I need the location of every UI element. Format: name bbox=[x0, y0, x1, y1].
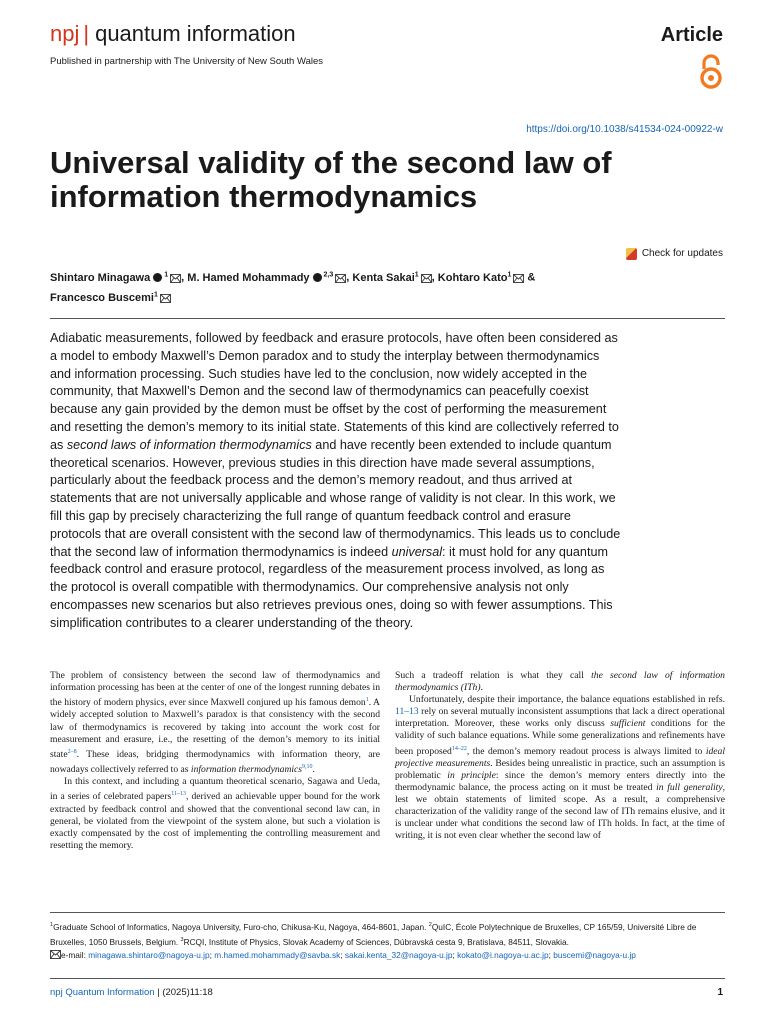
body-paragraph bbox=[50, 776, 380, 852]
author-affiliation: 1 bbox=[507, 271, 512, 278]
orcid-icon[interactable] bbox=[153, 273, 162, 282]
author[interactable] bbox=[352, 272, 431, 284]
body-text: Such a tradeoff relation is what they call bbox=[395, 670, 592, 681]
body-text: . A widely accepted solution to Maxwell’s paradox is that consistency with the second law of thermodynamics is recovered by taking into account the work cost for measurement and erasure, i.e., the resetting of the demon’s memory to its initial state bbox=[50, 697, 380, 760]
author[interactable] bbox=[50, 292, 171, 304]
partnership-note: Published in partnership with The University of New South Wales bbox=[50, 56, 323, 67]
body-column-right bbox=[395, 670, 725, 843]
body-text: , derived an achievable upper bound for the work extracted by feedback control and showed that the conventional second law can, in general, be violated from the viewpoint of the system alone, but such a violation is exactly compensated by the cost of implementing the controlling measurement and resetting the memory. bbox=[50, 791, 381, 851]
envelope-icon[interactable] bbox=[160, 294, 171, 303]
affiliation-number: 3 bbox=[180, 936, 184, 943]
author-name: Shintaro Minagawa bbox=[50, 271, 151, 284]
email-link[interactable]: minagawa.shintaro@nagoya-u.jp bbox=[88, 949, 210, 960]
body-paragraph bbox=[50, 670, 380, 776]
affiliation-text: RCQI, Institute of Physics, Slovak Academy of Sciences, Dúbravská cesta 9, Bratislava, 84511, Slovakia. bbox=[183, 936, 569, 947]
affiliation-number: 2 bbox=[428, 922, 432, 928]
email-link[interactable]: m.hamed.mohammady@savba.sk bbox=[214, 949, 341, 960]
envelope-icon[interactable] bbox=[335, 274, 346, 283]
envelope-icon bbox=[50, 950, 61, 959]
masthead-separator: | bbox=[83, 21, 90, 46]
envelope-icon[interactable] bbox=[513, 274, 524, 283]
affiliation-text: QuIC, École Polytechnique de Bruxelles, CP 165/59, Université Libre de Bruxelles, 1050 Brussels, Belgium. bbox=[50, 921, 697, 947]
author-affiliation: 1 bbox=[164, 271, 169, 278]
author-separator: , bbox=[346, 271, 353, 284]
abstract-text: : it must hold for any quantum feedback control and erasure protocol, regardless of the measurement process involved, as long as the protocol is overall compatible with thermodynamics. Our comprehensive analysis not only encompasses new scenarios but also retrieves previous ones, doing so with fewer assumptions. This simplification contributes to a clearer understanding of the theory. bbox=[50, 544, 613, 630]
email-label: e-mail: bbox=[61, 949, 89, 960]
abstract-emphasis: universal bbox=[391, 544, 443, 559]
author-separator: , bbox=[181, 271, 188, 284]
check-for-updates-button[interactable] bbox=[626, 247, 723, 260]
citation-link[interactable]: 14–22 bbox=[451, 745, 467, 752]
article-type-label: Article bbox=[660, 24, 723, 46]
body-text: , the demon’s memory readout process is always limited to bbox=[466, 745, 706, 757]
author-separator: , bbox=[431, 271, 438, 284]
author-separator: & bbox=[524, 271, 536, 284]
doi-link[interactable]: https://doi.org/10.1038/s41534-024-00922-w bbox=[526, 124, 723, 135]
footer-separator: | bbox=[154, 987, 163, 998]
check-updates-label: Check for updates bbox=[641, 248, 723, 259]
envelope-icon[interactable] bbox=[421, 274, 432, 283]
email-link[interactable]: buscemi@nagoya-u.jp bbox=[553, 949, 636, 960]
footer-divider bbox=[50, 978, 725, 979]
body-text: . bbox=[312, 764, 315, 776]
body-text: In this context, and including a quantum theoretical scenario, Sagawa and Ueda, in a series of celebrated papers bbox=[50, 776, 380, 803]
body-text: . These ideas, bridging thermodynamics with information theory, are nowadays collectively referred to as bbox=[50, 748, 380, 776]
abstract-emphasis: second laws of information thermodynamics bbox=[66, 437, 312, 452]
body-text: conditions for the validity of such balance equations. While some generalizations and refinements have been proposed bbox=[395, 718, 725, 757]
body-emphasis: information thermodynamics bbox=[190, 764, 303, 776]
body-text: , lest we obtain statements of limited scope. As a result, a comprehensive characterization of the validity range of the second law of ITh remains elusive, and it is unclear under what conditions the second law of ITh holds. In fact, at the time of writing, it is not even clear whether the second law of bbox=[395, 782, 725, 842]
email-link[interactable]: sakai.kenta_32@nagoya-u.jp bbox=[344, 949, 453, 960]
citation-link[interactable]: 9,10 bbox=[302, 764, 313, 771]
author-name: Kohtaro Kato bbox=[437, 271, 508, 284]
article-title: Universal validity of the second law of information thermodynamics bbox=[50, 145, 612, 214]
body-text: : since the demon’s memory enters directly into the thermodynamic balance, the process acting on it must be treated bbox=[395, 769, 726, 794]
body-text: . Besides being unrealistic in practice, such an assumption is problematic bbox=[395, 757, 725, 781]
journal-brand: npj bbox=[50, 21, 80, 46]
body-paragraph bbox=[395, 694, 725, 842]
abstract-text: Adiabatic measurements, followed by feedback and erasure protocols, have often been considered as a model to embody Maxwell’s Demon paradox and to study the interplay between thermodynamics and information processing. Such studies have led to the conclusion, now widely accepted in the community, that Maxwell’s Demon and the second law of thermodynamics can peacefully coexist because any gain provided by the demon must be offset by the cost of performing the measurement and resetting the demon’s memory to its initial state. Statements of this kind are collectively referred to as bbox=[50, 331, 619, 452]
body-emphasis: in full generality bbox=[656, 782, 723, 794]
author-list bbox=[50, 266, 730, 307]
journal-masthead[interactable] bbox=[50, 20, 296, 48]
body-emphasis: sufficient bbox=[610, 718, 646, 730]
author[interactable] bbox=[187, 272, 346, 284]
author-affiliation: 1 bbox=[414, 271, 419, 278]
body-text: The problem of consistency between the second law of thermodynamics and information processing has been at the center of one of the longest running debates in the history of modern physics, ever since Maxwell conjured up his famous demon bbox=[50, 670, 380, 709]
body-column-left bbox=[50, 670, 380, 852]
affiliation-number: 1 bbox=[50, 922, 54, 928]
orcid-icon[interactable] bbox=[313, 273, 322, 282]
citation-link[interactable]: 2–8 bbox=[67, 748, 77, 755]
open-access-icon bbox=[698, 53, 724, 91]
affiliations: $^1$Graduate School of Informatics, Nagoya University, Furo-cho, Chikusa-Ku, Nagoya, 464-8601, Japan. $^2$QuIC, École Polytechnique de Bruxelles, CP 165/59, Université Libre de Bruxelles, 1050 Brussels, Belgium. $^3$RCQI, Institute of Physics, Slovak Academy of Sciences, Dúbravská cesta 9, Bratislava, 84511, Slovakia. e-mail: minagawa.shintaro@nagoya-u.jp; m.hamed.mohammady@savba.sk; sakai.kenta_32@nagoya-u.jp; kokato@i.nagoya-u.ac.jp; buscemi@nagoya-u.jp bbox=[50, 921, 697, 960]
footer-volume: (2025)11:18 bbox=[162, 987, 213, 998]
author-name: Kenta Sakai bbox=[352, 271, 415, 284]
envelope-icon[interactable] bbox=[170, 274, 181, 283]
citation-link[interactable]: 11–13 bbox=[171, 791, 186, 798]
author-name: Francesco Buscemi bbox=[50, 292, 154, 305]
body-paragraph bbox=[395, 670, 725, 694]
journal-name: quantum information bbox=[95, 21, 296, 46]
body-emphasis: the second law of information thermodynamics (ITh) bbox=[395, 670, 725, 694]
body-text: . bbox=[480, 682, 483, 694]
citation-link[interactable]: 1 bbox=[365, 697, 369, 704]
affiliation-text: Graduate School of Informatics, Nagoya University, Furo-cho, Chikusa-Ku, Nagoya, 464-8601, Japan. bbox=[53, 921, 429, 932]
email-link[interactable]: kokato@i.nagoya-u.ac.jp bbox=[457, 949, 549, 960]
abstract-text: and have recently been extended to include quantum theoretical scenarios. However, previous studies in this direction have made several assumptions, particularly about the feedback process and the demon’s memory readout, and thus arrived at statements that are not universally applicable and whose range of validity is not clear. In this work, we fill this gap by precisely characterizing the full range of quantum feedback control and erasure protocols that are overall consistent with the second law of thermodynamics. This leads us to conclude that the second law of information thermodynamics is indeed bbox=[50, 437, 621, 559]
body-text: Unfortunately, despite their importance, the balance equations established in refs. bbox=[409, 694, 725, 706]
citation-link[interactable]: 11–13 bbox=[395, 706, 419, 718]
affiliations-divider bbox=[50, 912, 725, 913]
body-emphasis: in principle bbox=[447, 769, 496, 781]
footer-journal-link[interactable]: npj Quantum Information bbox=[50, 987, 155, 998]
page-number: 1 bbox=[717, 987, 723, 998]
author-name: M. Hamed Mohammady bbox=[187, 271, 310, 284]
abstract-divider bbox=[50, 318, 725, 319]
author[interactable] bbox=[50, 272, 181, 284]
author-affiliation: 1 bbox=[153, 291, 158, 299]
body-emphasis: ideal projective measurements bbox=[395, 745, 725, 769]
body-text: rely on several mutually inconsistent assumptions that lack a direct operational interpretation. Moreover, these works only discuss bbox=[395, 706, 725, 730]
abstract bbox=[50, 330, 622, 633]
footer-citation bbox=[50, 987, 213, 999]
check-updates-icon bbox=[626, 248, 637, 260]
author-affiliation: 2,3 bbox=[323, 271, 334, 278]
author[interactable] bbox=[438, 272, 525, 284]
